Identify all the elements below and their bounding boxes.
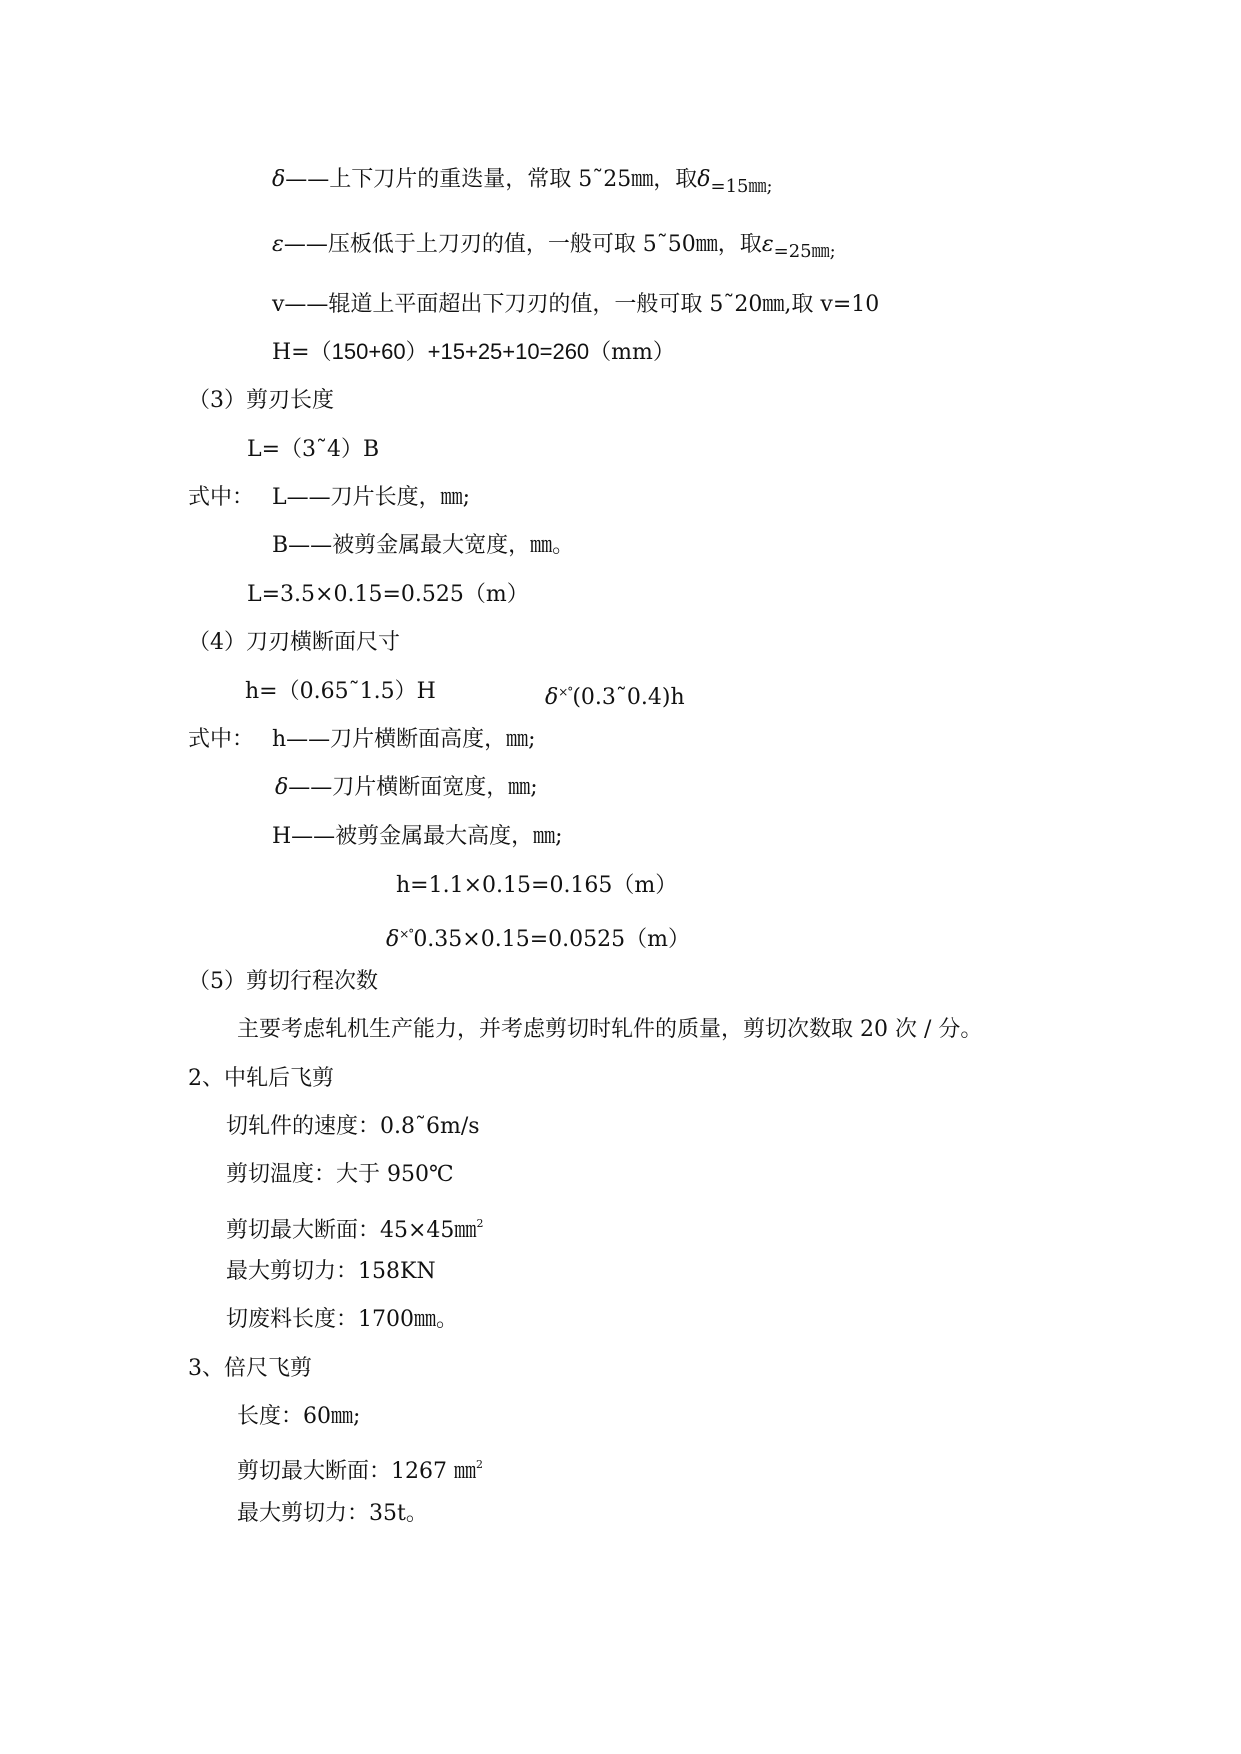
- section-2-max-section-sup: 2: [476, 1217, 484, 1230]
- epsilon-definition-text: ——压板低于上刀刃的值，一般可取 5˜50㎜，取: [283, 232, 762, 257]
- section-5-text: 主要考虑轧机生产能力，并考虑剪切时轧件的质量，剪切次数取 20 次 / 分。: [237, 1017, 983, 1042]
- section-4-calculation-delta: [386, 919, 690, 955]
- section-4-h-definition: h——刀片横断面高度，㎜;: [272, 727, 536, 752]
- epsilon-symbol: ε: [272, 232, 284, 257]
- delta-definition-text: ——上下刀片的重迭量，常取 5˜25㎜，取: [285, 167, 698, 192]
- section-3b-heading: 3、倍尺飞剪: [188, 1356, 312, 1381]
- section-3-l-definition: L——刀片长度，㎜;: [272, 485, 471, 510]
- section-4-formula-delta: [545, 677, 685, 713]
- section-3-heading: （3）剪刃长度: [188, 388, 334, 413]
- section-3b-max-section-text: 剪切最大断面：1267 ㎜: [237, 1459, 476, 1484]
- delta-definition: [272, 165, 773, 202]
- section-3-formula: L=（3˜4）B: [247, 437, 380, 462]
- section-2-speed: 切轧件的速度：0.8˜6m/s: [226, 1114, 480, 1139]
- epsilon-value: =25㎜;: [773, 241, 836, 262]
- section-4-heading: （4）刀刃横断面尺寸: [188, 630, 400, 655]
- delta-symbol: δ: [275, 775, 289, 800]
- section-2-max-section: [226, 1209, 483, 1246]
- section-4-delta-definition: [275, 773, 538, 803]
- v-definition: v——辊道上平面超出下刀刃的值，一般可取 5˜20㎜,取 v=10: [272, 292, 880, 317]
- h-formula-prefix: H=（: [272, 340, 332, 365]
- delta-definition-text: ——刀片横断面宽度，㎜;: [288, 775, 538, 800]
- section-2-max-section-text: 剪切最大断面：45×45㎜: [226, 1218, 477, 1243]
- section-2-temperature: 剪切温度：大于 950℃: [226, 1162, 454, 1187]
- section-3b-length: 长度：60㎜;: [237, 1404, 361, 1429]
- h-formula-body: 150+60）+15+25+10=260: [331, 339, 590, 364]
- calculation-delta-text: 0.35×0.15=0.0525（m）: [413, 927, 690, 952]
- section-4-formula-h: h=（0.65˜1.5）H: [245, 679, 436, 704]
- formula-delta-text: (0.3˜0.4)h: [572, 685, 685, 710]
- section-3b-max-section-sup: 2: [475, 1458, 483, 1471]
- delta-value: =15㎜;: [710, 176, 773, 197]
- section-2-heading: 2、中轧后飞剪: [188, 1066, 334, 1091]
- section-3-where-label: 式中：: [188, 485, 255, 510]
- h-total-formula: [272, 337, 675, 368]
- section-2-scrap-length: 切废料长度：1700㎜。: [226, 1307, 458, 1332]
- section-3-calculation: L=3.5×0.15=0.525（m）: [247, 582, 529, 607]
- h-formula-suffix: （mm）: [589, 340, 675, 365]
- section-3b-max-force: 最大剪切力：35t。: [237, 1501, 428, 1526]
- delta-symbol: δ: [545, 685, 559, 710]
- epsilon-symbol-2: ε: [761, 232, 774, 257]
- delta-symbol-2: δ: [697, 167, 711, 192]
- formula-mark: ×°: [399, 927, 414, 941]
- section-2-max-force: 最大剪切力：158KN: [226, 1259, 436, 1284]
- epsilon-definition: [272, 230, 836, 267]
- delta-symbol: δ: [386, 927, 400, 952]
- section-3-b-definition: B——被剪金属最大宽度，㎜。: [272, 533, 575, 558]
- section-3b-max-section: [237, 1450, 483, 1487]
- section-5-heading: （5）剪切行程次数: [188, 969, 378, 994]
- formula-mark: ×°: [558, 685, 573, 699]
- section-4-calculation-h: h=1.1×0.15=0.165（m）: [396, 873, 678, 898]
- section-4-where-label: 式中：: [188, 727, 255, 752]
- delta-symbol: δ: [272, 167, 286, 192]
- section-4-H-definition: H——被剪金属最大高度，㎜;: [272, 824, 563, 849]
